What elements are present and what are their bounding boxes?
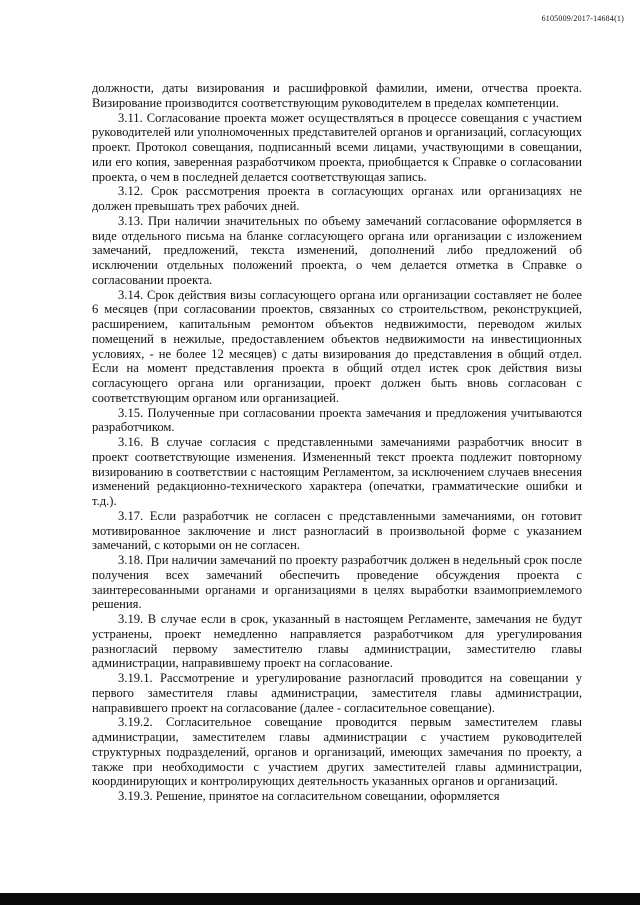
paragraph-3-19-3: 3.19.3. Решение, принятое на согласительном совещании, оформляется [118,789,500,803]
paragraph-3-14: 3.14. Срок действия визы согласующего органа или организации составляет не более 6 месяцев (при согласовании проектов, связанных со строительством, реконструкцией, расширением, капитальным ремонтом объектов недвижимости, переводом жилых помещений в нежилые, предоставлением объектов недвижимости на инвестиционных условиях, - не более 12 месяцев) с даты визирования до представления в общий отдел. Если на момент представления проекта в общий отдел истек срок действия визы согласующего органа или организации, проект должен быть вновь согласован с соответствующим органом или организацией. [92,287,582,405]
document-body [92,81,582,804]
paragraph-3-12: 3.12. Срок рассмотрения проекта в согласующих органах или организациях не должен превышать трех рабочих дней. [92,184,582,213]
paragraph-3-19-1: 3.19.1. Рассмотрение и урегулирование разногласий проводится на совещании у первого заместителя главы администрации, заместителя главы администрации, направившего проект на согласование (далее - согласительное совещание). [92,671,582,715]
paragraph-3-11: 3.11. Согласование проекта может осуществляться в процессе совещания с участием руководителей или уполномоченных представителей органов и организаций, согласующих проект. Протокол совещания, подписанный всеми лицами, участвующими в совещании, или его копия, заверенная разработчиком проекта, приобщается к Справке о согласовании проекта, о чем в последней делается соответствующая запись. [92,110,582,184]
paragraph-continuation: должности, даты визирования и расшифровкой фамилии, имени, отчества проекта. Визирование производится соответствующим руководителем в пределах компетенции. [92,81,582,110]
paragraph-3-13: 3.13. При наличии значительных по объему замечаний согласование оформляется в виде отдельного письма на бланке согласующего органа или организации с изложением замечаний, предложений, текста изменений, дополнений либо предложений об исключении отдельных положений проекта, о чем делается отметка в Справке о согласовании проекта. [92,213,582,287]
document-id: 6105009/2017-14684(1) [541,14,624,23]
paragraph-3-15: 3.15. Полученные при согласовании проекта замечания и предложения учитываются разработчиком. [92,405,582,435]
paragraph-3-19-2: 3.19.2. Согласительное совещание проводится первым заместителем главы администрации, заместителем главы администрации с участием руководителей структурных подразделений, органов и организаций, имеющих замечания по проекту, а также при необходимости с участием других заместителей главы администрации, координирующих и контролирующих деятельность указанных органов и организаций. [92,715,582,789]
scan-bottom-edge [0,893,640,905]
paragraph-3-19: 3.19. В случае если в срок, указанный в настоящем Регламенте, замечания не будут устранены, проект немедленно направляется разработчиком для урегулирования разногласий первому заместителю главы администрации, заместителю главы администрации, направившему проект на согласование. [92,612,582,671]
paragraph-3-16: 3.16. В случае согласия с представленными замечаниями разработчик вносит в проект соответствующие изменения. Измененный текст проекта подлежит повторному визированию в соответствии с настоящим Регламентом, за исключением случаев внесения изменений редакционно-технического характера (опечатки, грамматические ошибки и т.д.). [92,435,582,508]
paragraph-3-18: 3.18. При наличии замечаний по проекту разработчик должен в недельный срок после получения всех замечаний обеспечить проведение обсуждения проекта с заинтересованными органами и организациями в целях выработки взаимоприемлемого решения. [92,553,582,612]
paragraph-3-17: 3.17. Если разработчик не согласен с представленными замечаниями, он готовит мотивированное заключение и лист разногласий в произвольной форме с указанием замечаний, с которыми он не согласен. [92,508,582,553]
